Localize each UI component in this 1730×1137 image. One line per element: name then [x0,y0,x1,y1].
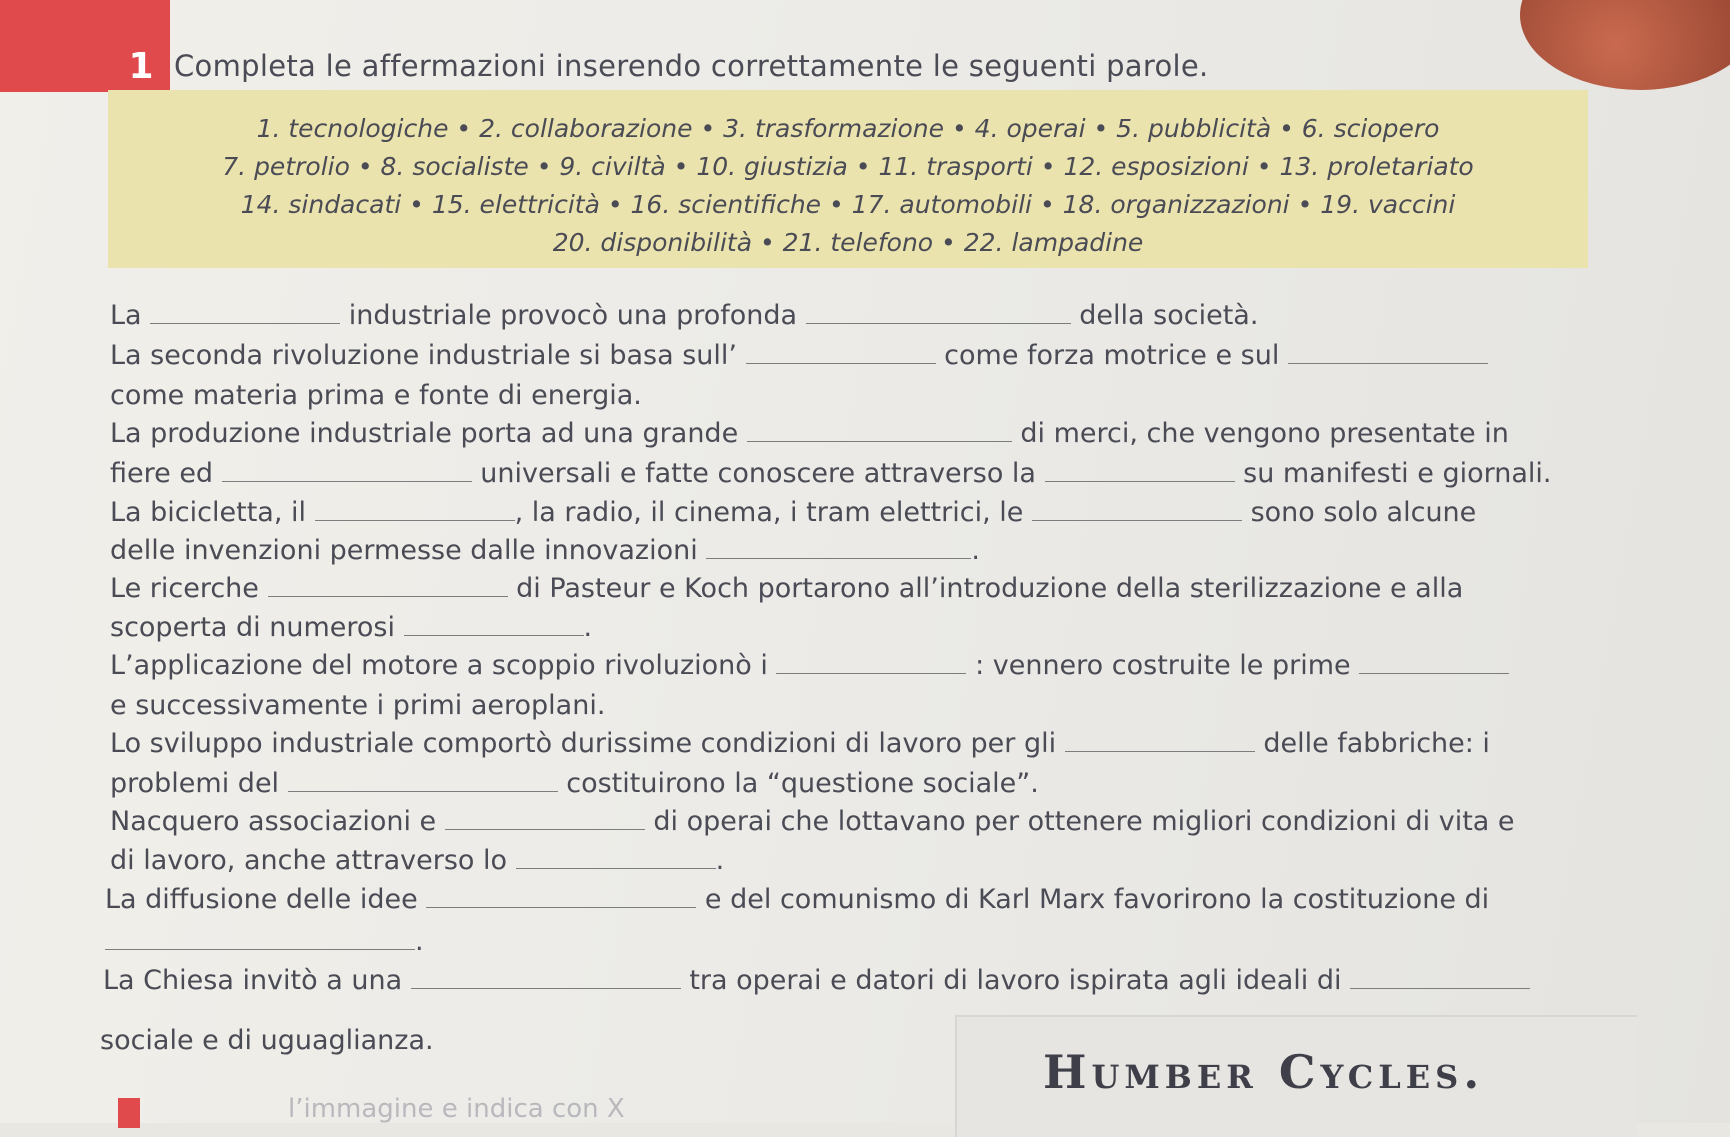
word-bank-line: 7. petrolio • 8. socialiste • 9. civiltà • 10. giustizia • 11. trasporti • 12. esposizioni • 13. proletariato [222,152,1474,181]
sentence-text: di merci, che vengono presentate in [1020,418,1509,449]
sentence-text: e del comunismo di Karl Marx favorirono la costituzione di [704,884,1490,915]
sentence-text: La produzione industriale porta ad una grande [110,418,739,449]
sentence-text: industriale provocò una profonda [348,300,798,331]
sentence-text: . [715,845,725,876]
sentence-line [103,965,1530,996]
answer-blank[interactable] [706,557,971,559]
sentence-line [105,926,424,957]
sentence-text: su manifesti e giornali. [1243,458,1552,489]
sentence-text: . [415,926,424,957]
answer-blank[interactable] [288,790,558,792]
next-exercise-instruction: l’immagine e indica con X [288,1094,625,1124]
sentence-text: delle invenzioni permesse dalle innovazioni [110,535,698,566]
sentence-text: e successivamente i primi aeroplani. [110,690,606,721]
sentence-text: Lo sviluppo industriale comportò durissime condizioni di lavoro per gli [110,728,1057,759]
sentence-text: La bicicletta, il [110,497,307,528]
sentence-text: L’applicazione del motore a scoppio rivoluzionò i [110,650,768,681]
word-bank-line: 20. disponibilità • 21. telefono • 22. lampadine [552,228,1144,257]
sentence-line [100,1025,434,1056]
answer-blank[interactable] [411,987,681,989]
answer-blank[interactable] [105,948,415,950]
exercise-instruction: Completa le affermazioni inserendo correttamente le seguenti parole. [174,49,1209,83]
sentence-line [110,728,1490,759]
answer-blank[interactable] [1288,362,1488,364]
sentence-line [110,768,1039,799]
word-bank-line: 1. tecnologiche • 2. collaborazione • 3. trasformazione • 4. operai • 5. pubblicità • 6. sciopero [256,114,1440,143]
answer-blank[interactable] [150,322,340,324]
sentence-text: fiere ed [110,458,214,489]
sentence-text: . [971,535,980,566]
word-bank-box [108,90,1588,268]
sentence-line [110,418,1509,449]
answer-blank[interactable] [445,828,645,830]
sentence-line [110,845,724,876]
sentence-line [110,497,1476,528]
sentence-text: della società. [1079,300,1259,331]
sentence-text: di Pasteur e Koch portarono all’introduzione della sterilizzazione e alla [516,573,1464,604]
sentence-line [110,535,980,566]
answer-blank[interactable] [1065,750,1255,752]
sentence-text: La Chiesa invitò a una [103,965,403,996]
sentence-line [110,612,592,643]
sentence-text: Nacquero associazioni e [110,806,437,837]
answer-blank[interactable] [516,867,716,869]
answer-blank[interactable] [1359,672,1509,674]
sentence-text: La [110,300,142,331]
sentence-text: scoperta di numerosi [110,612,395,643]
word-bank-line: 14. sindacati • 15. elettricità • 16. scientifiche • 17. automobili • 18. organizzazioni • 19. vaccini [240,190,1456,219]
sentence-text: delle fabbriche: i [1263,728,1490,759]
sentence-text: La diffusione delle idee [105,884,418,915]
answer-blank[interactable] [268,595,508,597]
answer-blank[interactable] [806,322,1071,324]
sentence-text: problemi del [110,768,280,799]
next-exercise-number-band [118,1098,140,1128]
sentence-line [105,884,1489,915]
sentence-text: universali e fatte conoscere attraverso la [480,458,1036,489]
sentence-text: come forza motrice e sul [944,340,1280,371]
answer-blank[interactable] [1032,519,1242,521]
exercise-number: 1 [128,46,154,87]
sentence-text: Le ricerche [110,573,259,604]
sentence-text: tra operai e datori di lavoro ispirata agli ideali di [689,965,1342,996]
answer-blank[interactable] [776,672,966,674]
sentence-line [110,300,1258,331]
answer-blank[interactable] [404,634,584,636]
sentence-text: La seconda rivoluzione industriale si basa sull’ [110,340,737,371]
sentence-line [110,458,1551,489]
answer-blank[interactable] [1045,480,1235,482]
sentence-line [110,690,605,721]
sentence-line [110,340,1488,371]
sentence-text: di operai che lottavano per ottenere migliori condizioni di vita e [653,806,1515,837]
picture-caption: Humber Cycles. [1043,1045,1485,1099]
sentence-line [110,806,1515,837]
answer-blank[interactable] [746,362,936,364]
sentence-text: di lavoro, anche attraverso lo [110,845,508,876]
sentence-line [110,650,1509,681]
answer-blank[interactable] [315,519,515,521]
sentence-text: sono solo alcune [1250,497,1477,528]
sentence-line [110,380,642,411]
sentence-line [110,573,1463,604]
sentence-text: costituirono la “questione sociale”. [566,768,1039,799]
answer-blank[interactable] [426,906,696,908]
answer-blank[interactable] [1350,987,1530,989]
sentence-text: come materia prima e fonte di energia. [110,380,642,411]
sentence-text: : vennero costruite le prime [975,650,1351,681]
answer-blank[interactable] [747,440,1012,442]
sentence-text: . [583,612,593,643]
answer-blank[interactable] [222,480,472,482]
sentence-text: sociale e di uguaglianza. [100,1025,434,1056]
sentence-text: , la radio, il cinema, i tram elettrici, le [514,497,1024,528]
